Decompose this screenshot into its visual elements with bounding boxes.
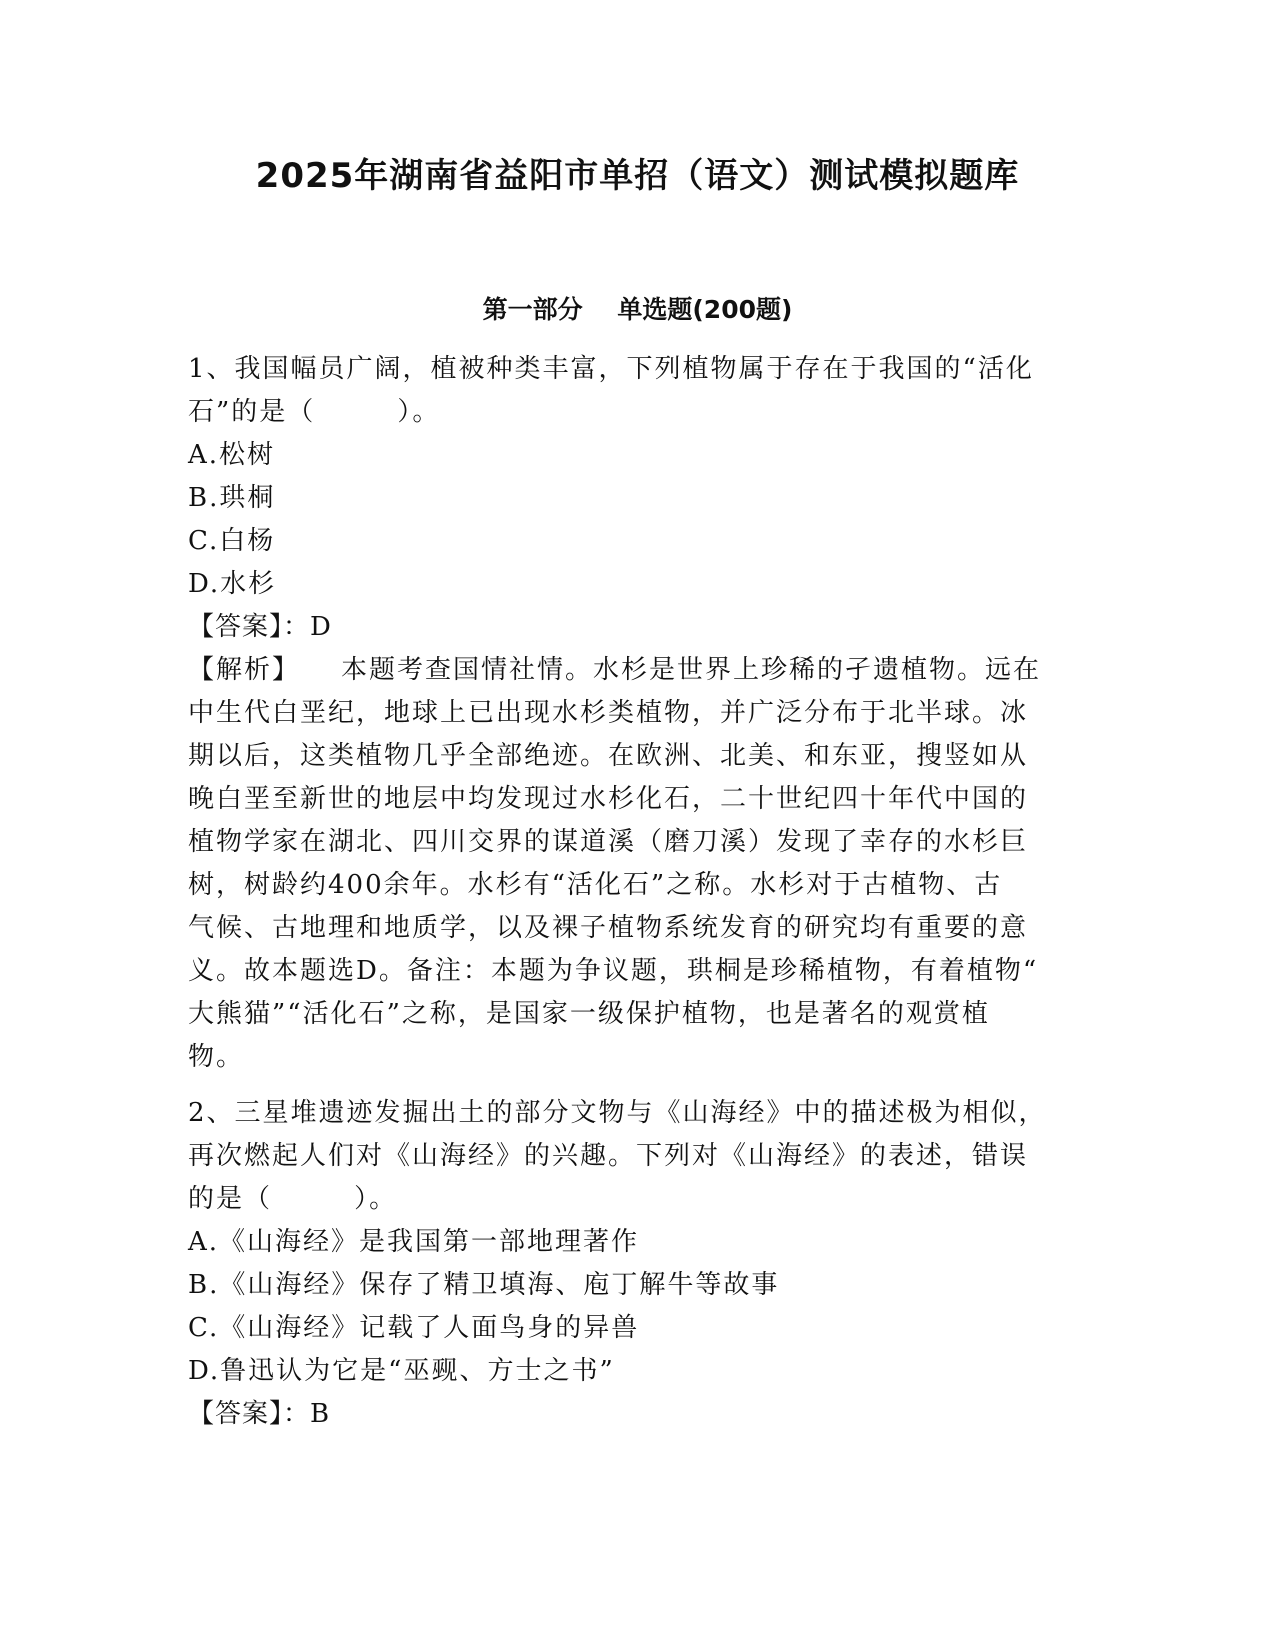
question-2: [188, 1092, 1088, 1436]
option-c: C.《山海经》记载了人面鸟身的异兽: [188, 1313, 640, 1343]
option-a: A.《山海经》是我国第一部地理著作: [188, 1227, 640, 1257]
analysis-line: 晚白垩至新世的地层中均发现过水杉化石，二十世纪四十年代中国的: [188, 784, 1029, 814]
question-stem-line: 2、三星堆遗迹发掘出土的部分文物与《山海经》中的描述极为相似，: [188, 1098, 1047, 1128]
option-d: D.鲁迅认为它是“巫觋、方士之书”: [188, 1356, 615, 1386]
analysis-line: 【解析】 本题考查国情社情。水杉是世界上珍稀的孑遗植物。远在: [188, 655, 1042, 685]
analysis-line: 气候、古地理和地质学，以及裸子植物系统发育的研究均有重要的意: [188, 913, 1029, 943]
analysis-line: 大熊猫”“活化石”之称，是国家一级保护植物，也是著名的观赏植: [188, 999, 990, 1029]
analysis-line: 义。故本题选D。备注：本题为争议题，珙桐是珍稀植物，有着植物“: [188, 956, 1039, 986]
analysis-line: 植物学家在湖北、四川交界的谋道溪（磨刀溪）发现了幸存的水杉巨: [188, 827, 1029, 857]
question-stem-line: 1、我国幅员广阔，植被种类丰富，下列植物属于存在于我国的“活化: [188, 354, 1034, 384]
analysis-line: 树，树龄约400余年。水杉有“活化石”之称。水杉对于古植物、古: [188, 870, 1003, 900]
analysis-line: 期以后，这类植物几乎全部绝迹。在欧洲、北美、和东亚，搜竖如从: [188, 741, 1029, 771]
option-b: B.珙桐: [188, 483, 276, 513]
answer-line: 【答案】：B: [188, 1399, 331, 1429]
question-1: [188, 348, 1088, 1079]
option-d: D.水杉: [188, 569, 277, 599]
option-a: A.松树: [188, 440, 276, 470]
option-b: B.《山海经》保存了精卫填海、庖丁解牛等故事: [188, 1270, 780, 1300]
document-body: [188, 348, 1088, 1436]
answer-line: 【答案】：D: [188, 612, 332, 642]
option-c: C.白杨: [188, 526, 276, 556]
section-title: 第一部分 单选题(200题): [482, 295, 793, 324]
analysis-line: 物。: [188, 1042, 245, 1072]
question-stem-line: 的是（ ）。: [188, 1184, 398, 1214]
question-stem-line: 再次燃起人们对《山海经》的兴趣。下列对《山海经》的表述，错误: [188, 1141, 1029, 1171]
document-title: 2025年湖南省益阳市单招（语文）测试模拟题库: [255, 156, 1020, 196]
question-stem-line: 石”的是（ ）。: [188, 397, 441, 427]
analysis-line: 中生代白垩纪，地球上已出现水杉类植物，并广泛分布于北半球。冰: [188, 698, 1029, 728]
